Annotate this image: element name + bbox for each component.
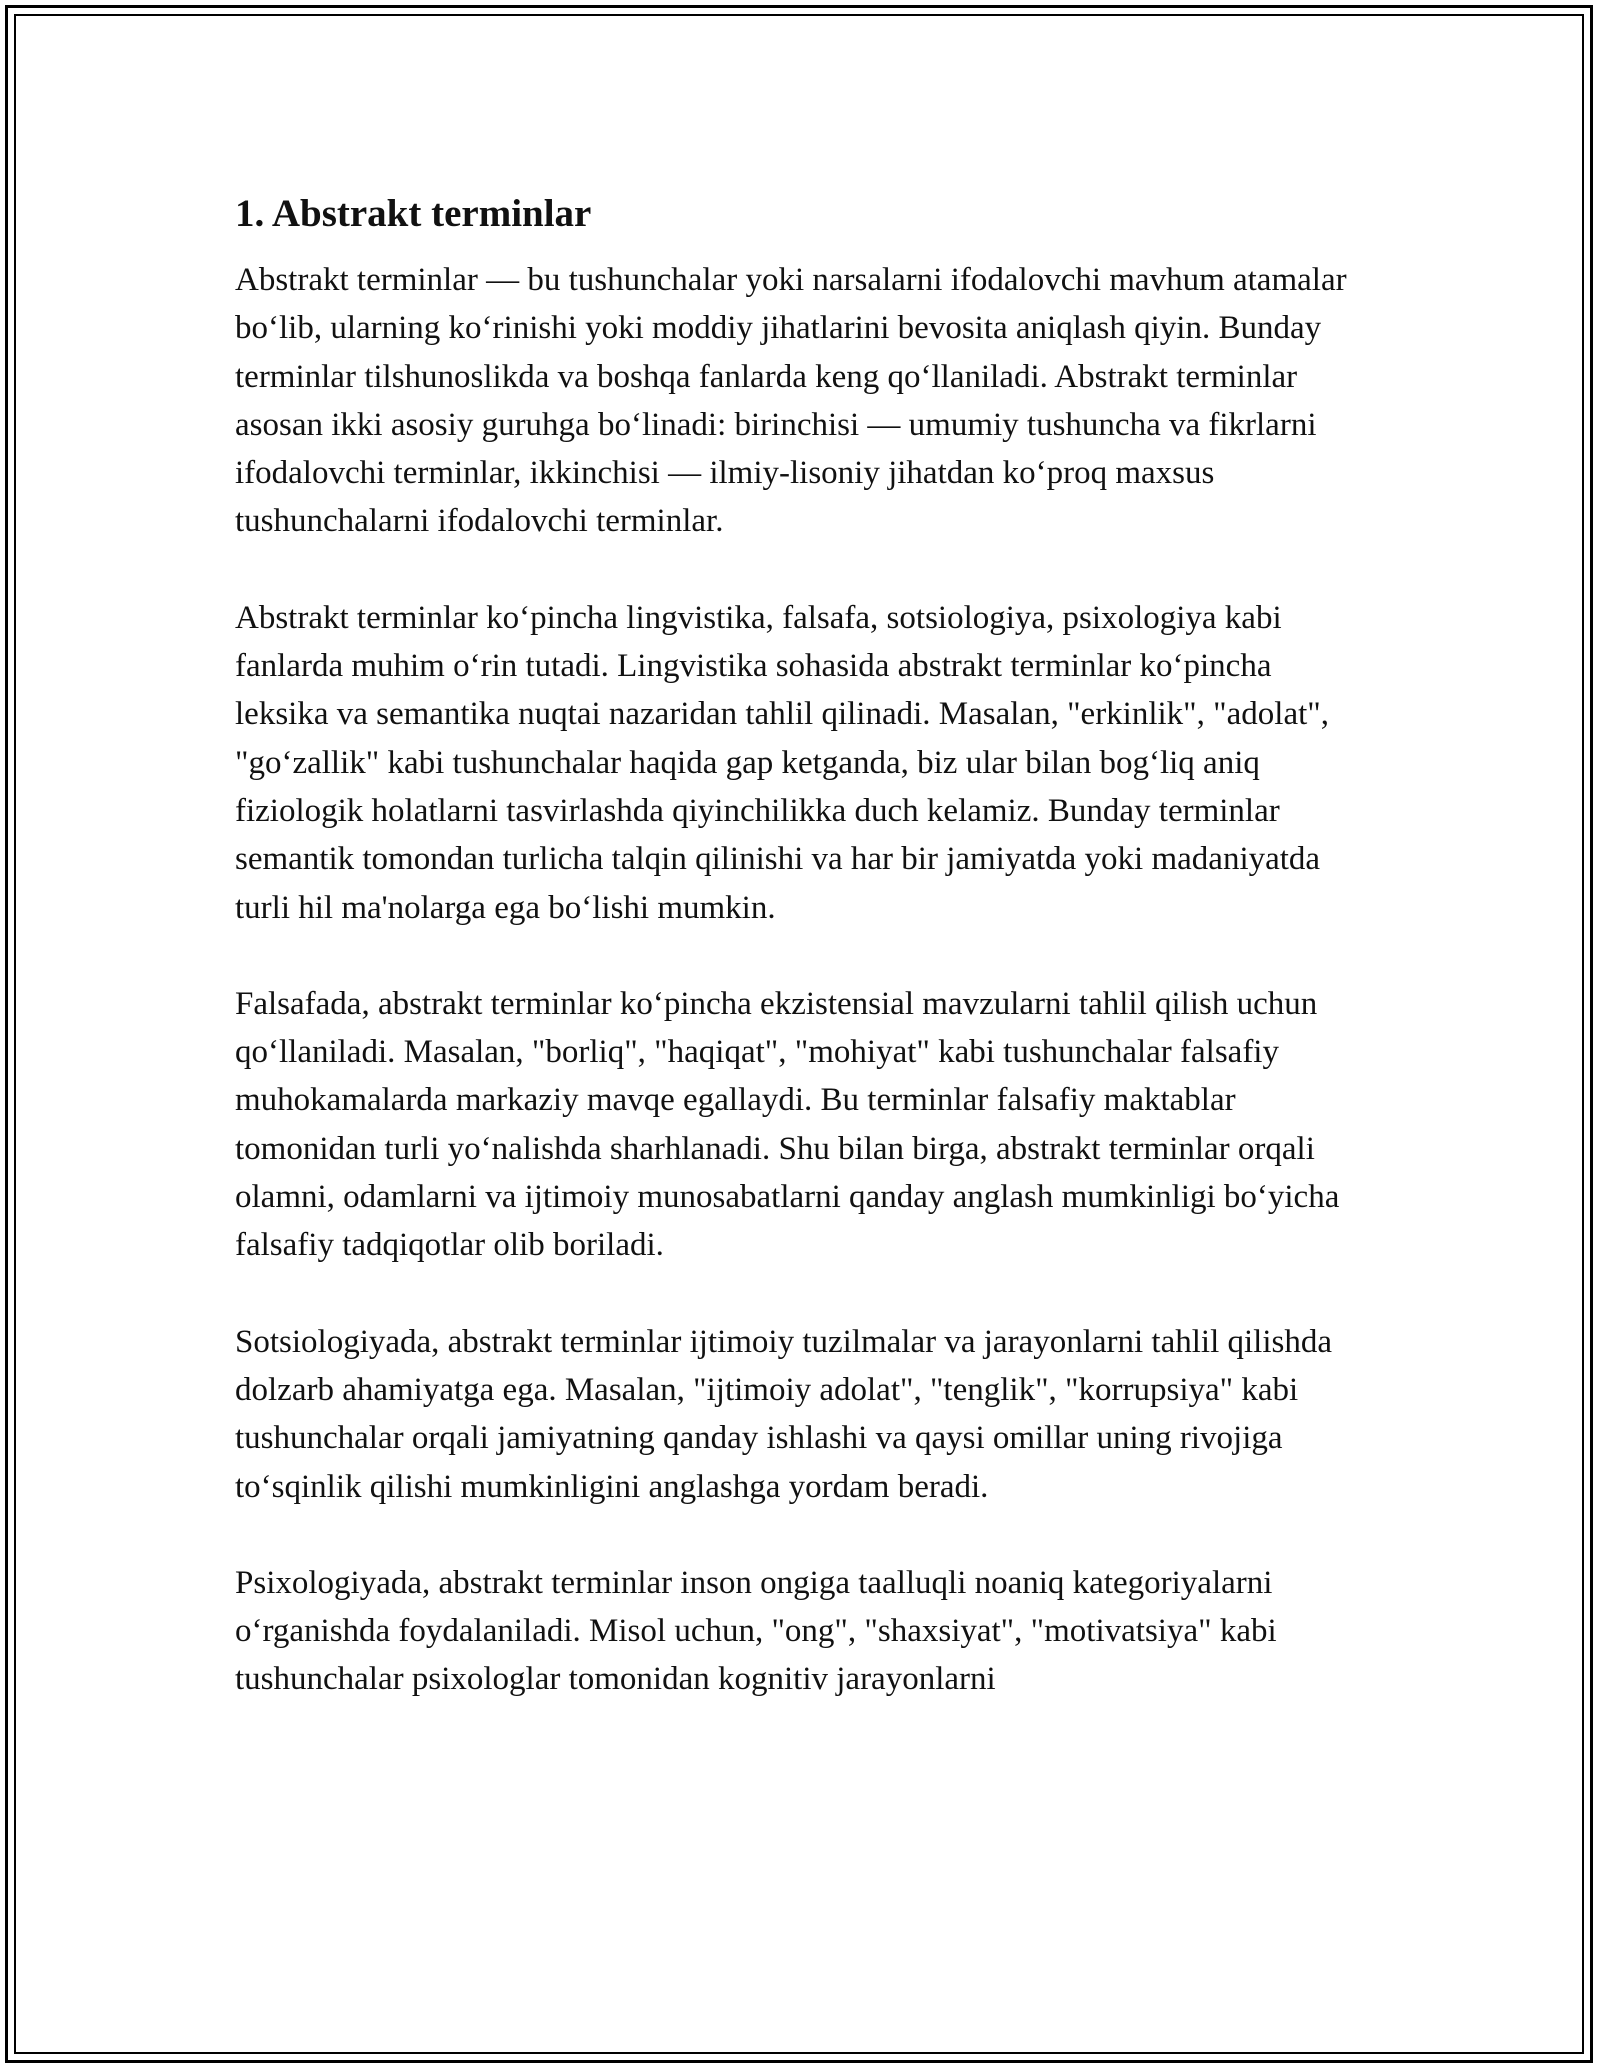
paragraph-sociology: Sotsiologiyada, abstrakt terminlar ijtimoiy tuzilmalar va jarayonlarni tahlil qilishda dolzarb ahamiyatga ega. Masalan, "ijtimoiy adolat", "tenglik", "korrupsiya" kabi tushunchalar orqali jamiyatning qanday ishlashi va qaysi omillar uning rivojiga to‘sqinlik qilishi mumkinligini anglashga yordam beradi.: [235, 1323, 1332, 1505]
paragraph-philosophy: Falsafada, abstrakt terminlar ko‘pincha ekzistensial mavzularni tahlil qilish uchun qo‘llaniladi. Masalan, "borliq", "haqiqat", "mohiyat" kabi tushunchalar falsafiy muhokamalarda markaziy mavqe egallaydi. Bu terminlar falsafiy maktablar tomonidan turli yo‘nalishda sharhlanadi. Shu bilan birga, abstrakt terminlar orqali olamni, odamlarni va ijtimoiy munosabatlarni qanday anglash mumkinligi bo‘yicha falsafiy tadqiqotlar olib boriladi.: [235, 985, 1340, 1264]
document-body: [235, 190, 1365, 1752]
paragraph-intro: Abstrakt terminlar — bu tushunchalar yoki narsalarni ifodalovchi mavhum atamalar bo‘lib, ularning ko‘rinishi yoki moddiy jihatlarini bevosita aniqlash qiyin. Bunday terminlar tilshunoslikda va boshqa fanlarda keng qo‘llaniladi. Abstrakt terminlar asosan ikki asosiy guruhga bo‘linadi: birinchisi — umumiy tushuncha va fikrlarni ifodalovchi terminlar, ikkinchisi — ilmiy-lisoniy jihatdan ko‘proq maxsus tushunchalarni ifodalovchi terminlar.: [235, 262, 1347, 540]
section-heading: 1. Abstrakt terminlar: [235, 192, 592, 235]
paragraph-psychology: Psixologiyada, abstrakt terminlar inson ongiga taalluqli noaniq kategoriyalarni o‘rganishda foydalaniladi. Misol uchun, "ong", "shaxsiyat", "motivatsiya" kabi tushunchalar psixologlar tomonidan kognitiv jarayonlarni: [235, 1564, 1277, 1698]
paragraph-linguistics: Abstrakt terminlar ko‘pincha lingvistika, falsafa, sotsiologiya, psixologiya kabi fanlarda muhim o‘rin tutadi. Lingvistika sohasida abstrakt terminlar ko‘pincha leksika va semantika nuqtai nazaridan tahlil qilinadi. Masalan, "erkinlik", "adolat", "go‘zallik" kabi tushunchalar haqida gap ketganda, biz ular bilan bog‘liq aniq fiziologik holatlarni tasvirlashda qiyinchilikka duch kelamiz. Bunday terminlar semantik tomondan turlicha talqin qilinishi va har bir jamiyatda yoki madaniyatda turli hil ma'nolarga ega bo‘lishi mumkin.: [235, 599, 1329, 926]
